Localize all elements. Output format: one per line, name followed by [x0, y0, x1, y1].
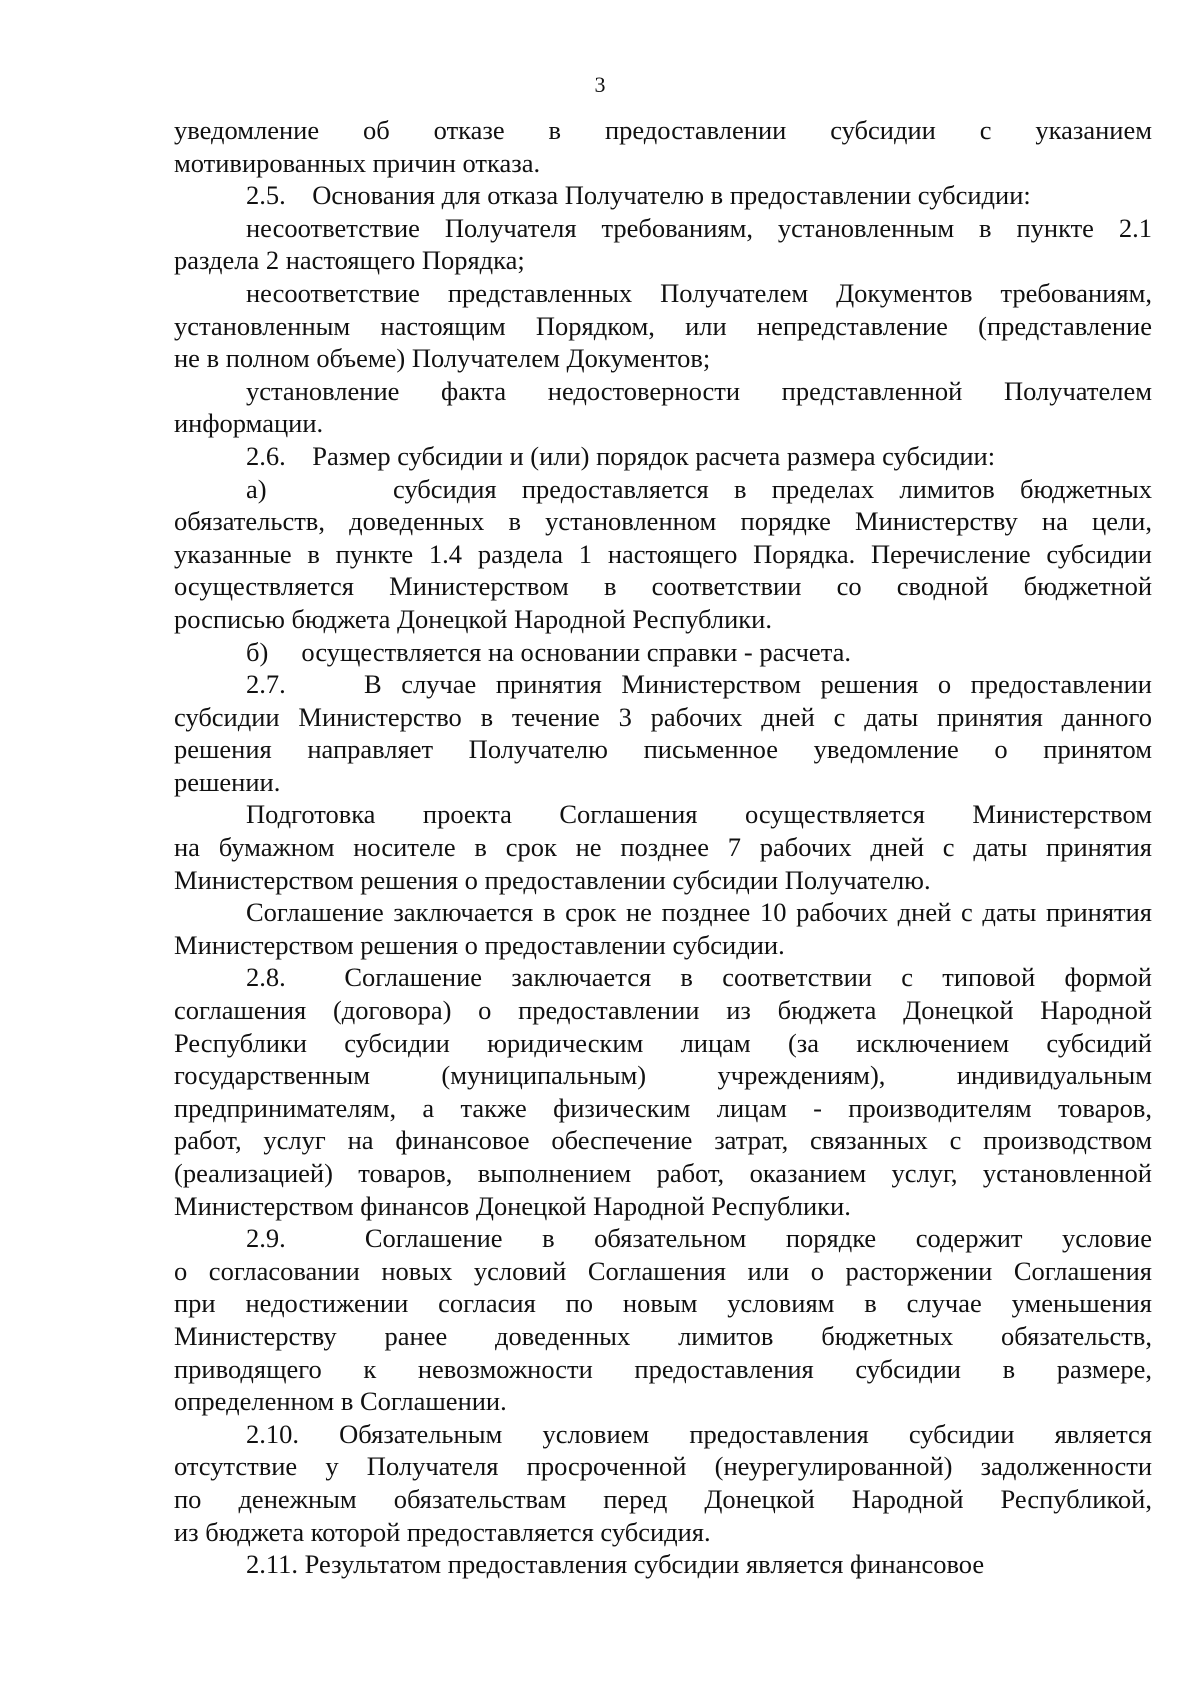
- text-line: Подготовка проекта Соглашения осуществляется Министерством: [246, 799, 1152, 830]
- text-line: при недостижении согласия по новым условиям в случае уменьшения: [174, 1288, 1152, 1319]
- text-line: информации.: [174, 408, 324, 439]
- text-line: по денежным обязательствам перед Донецкой Народной Республикой,: [174, 1483, 1152, 1514]
- text-line: 2.5. Основания для отказа Получателю в предоставлении субсидии:: [246, 180, 1031, 211]
- text-line: не в полном объеме) Получателем Документов;: [174, 343, 711, 374]
- text-line: уведомление об отказе в предоставлении субсидии с указанием: [174, 115, 1152, 145]
- text-line: Министерству ранее доведенных лимитов бюджетных обязательств,: [174, 1320, 1152, 1351]
- text-line: раздела 2 настоящего Порядка;: [174, 245, 525, 276]
- text-line: обязательств, доведенных в установленном порядке Министерству на цели,: [174, 506, 1152, 537]
- text-line: предпринимателям, а также физическим лицам - производителям товаров,: [174, 1092, 1152, 1123]
- text-line: установление факта недостоверности представленной Получателем: [246, 375, 1152, 406]
- text-line: 2.10. Обязательным условием предоставления субсидии является: [246, 1418, 1152, 1449]
- text-line: Министерством решения о предоставлении субсидии Получателю.: [174, 864, 931, 895]
- page-number: 3: [594, 72, 606, 97]
- text-line: решения направляет Получателю письменное уведомление о принятом: [174, 734, 1152, 765]
- text-line: несоответствие Получателя требованиям, установленным в пункте 2.1: [246, 212, 1152, 243]
- text-line: 2.6. Размер субсидии и (или) порядок расчета размера субсидии:: [246, 440, 996, 471]
- text-line: мотивированных причин отказа.: [174, 147, 541, 178]
- text-line: (реализацией) товаров, выполнением работ, оказанием услуг, установленной: [174, 1158, 1152, 1188]
- text-line: на бумажном носителе в срок не позднее 7 рабочих дней с даты принятия: [174, 832, 1152, 863]
- text-line: осуществляется Министерством в соответствии со сводной бюджетной: [174, 571, 1152, 602]
- text-line: приводящего к невозможности предоставления субсидии в размере,: [174, 1353, 1152, 1384]
- text-line: государственным (муниципальным) учреждениям), индивидуальным: [174, 1060, 1152, 1091]
- text-line: определенном в Соглашении.: [174, 1386, 507, 1417]
- text-line: Республики субсидии юридическим лицам (за исключением субсидий: [174, 1027, 1152, 1058]
- text-line: б) осуществляется на основании справки - расчета.: [246, 636, 851, 667]
- text-line: а) субсидия предоставляется в пределах лимитов бюджетных: [246, 473, 1152, 504]
- text-line: 2.9. Соглашение в обязательном порядке содержит условие: [246, 1223, 1152, 1254]
- text-line: 2.7. В случае принятия Министерством решения о предоставлении: [246, 669, 1152, 700]
- text-line: 2.8. Соглашение заключается в соответствии с типовой формой: [246, 962, 1152, 993]
- text-line: указанные в пункте 1.4 раздела 1 настоящего Порядка. Перечисление субсидии: [174, 538, 1152, 569]
- text-line: отсутствие у Получателя просроченной (неурегулированной) задолженности: [174, 1451, 1152, 1482]
- text-line: соглашения (договора) о предоставлении из бюджета Донецкой Народной: [174, 995, 1152, 1026]
- text-line: решении.: [174, 766, 281, 797]
- text-line: Министерством решения о предоставлении субсидии.: [174, 929, 785, 960]
- document-body: [174, 114, 1152, 1581]
- text-line: работ, услуг на финансовое обеспечение затрат, связанных с производством: [174, 1125, 1152, 1156]
- text-line: Соглашение заключается в срок не позднее 10 рабочих дней с даты принятия: [246, 897, 1152, 928]
- text-line: субсидии Министерство в течение 3 рабочих дней с даты принятия данного: [174, 701, 1152, 732]
- text-line: Министерством финансов Донецкой Народной Республики.: [174, 1190, 851, 1221]
- text-line: установленным настоящим Порядком, или непредставление (представление: [174, 310, 1152, 341]
- text-line: 2.11. Результатом предоставления субсидии является финансовое: [246, 1549, 985, 1580]
- text-line: из бюджета которой предоставляется субсидия.: [174, 1516, 711, 1547]
- text-line: несоответствие представленных Получателем Документов требованиям,: [246, 277, 1152, 308]
- text-line: росписью бюджета Донецкой Народной Республики.: [174, 603, 772, 634]
- text-line: о согласовании новых условий Соглашения или о расторжении Соглашения: [174, 1255, 1152, 1286]
